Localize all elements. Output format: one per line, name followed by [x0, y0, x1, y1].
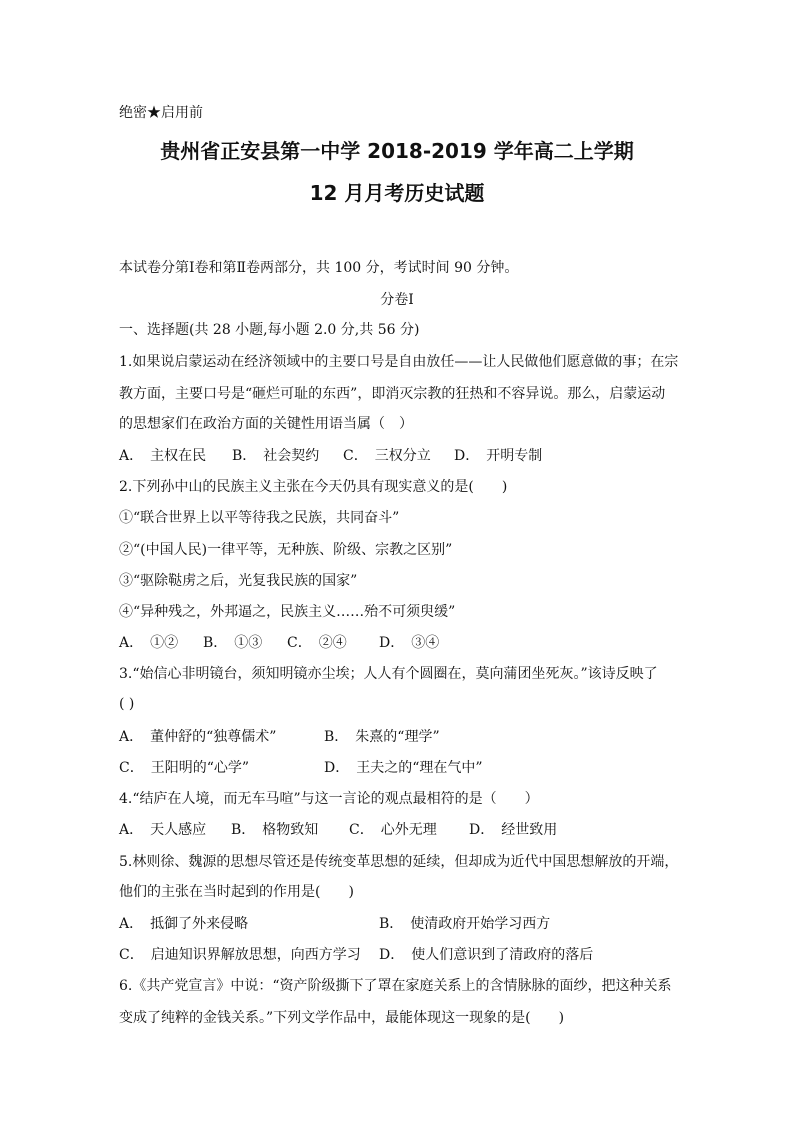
question-5-option-c: C． 启迪知识界解放思想，向西方学习: [119, 947, 361, 963]
question-3-line-1: 3.“始信心非明镜台，须知明镜亦尘埃；人人有个圆圈在，莫向蒲团坐死灰。”该诗反映了: [119, 666, 658, 682]
question-1-option-a: A． 主权在民: [119, 448, 207, 464]
question-2-option-d: D． ③④: [379, 635, 440, 651]
question-2-option-c: C． ②④: [287, 635, 347, 651]
question-1-line-3: 的思想家们在政治方面的关键性用语当属（ ）: [119, 416, 413, 432]
exam-title-line2: 12 月月考历史试题: [309, 181, 485, 205]
question-4-option-b: B． 格物致知: [231, 822, 319, 838]
question-3-option-b: B． 朱熹的“理学”: [324, 729, 440, 745]
question-1-line-2: 教方面，主要口号是“砸烂可耻的东西”，即消灭宗教的狂热和不容异说。那么，启蒙运动: [119, 386, 666, 402]
question-1-option-b: B． 社会契约: [232, 448, 320, 464]
exam-title-line1: 贵州省正安县第一中学 2018-2019 学年高二上学期: [160, 139, 634, 163]
question-2-stem: 2.下列孙中山的民族主义主张在今天仍具有现实意义的是( ): [119, 479, 508, 495]
question-3-line-2: ( ): [119, 696, 135, 712]
question-2-item-4: ④“异种残之，外邦逼之，民族主义……殆不可须臾缓”: [119, 604, 456, 620]
question-2-item-2: ②“(中国人民)一律平等，无种族、阶级、宗教之区别”: [119, 542, 453, 558]
question-1-option-d: D． 开明专制: [454, 448, 543, 464]
question-2-option-a: A． ①②: [119, 635, 179, 651]
question-4-stem: 4.“结庐在人境，而无车马喧”与这一言论的观点最相符的是（ ）: [119, 791, 539, 807]
question-1-option-c: C． 三权分立: [343, 448, 431, 464]
question-6-line-2: 变成了纯粹的金钱关系。”下列文学作品中，最能体现这一现象的是( ): [119, 1010, 565, 1026]
question-5-option-d: D． 使人们意识到了清政府的落后: [379, 947, 594, 963]
question-1-line-1: 1.如果说启蒙运动在经济领域中的主要口号是自由放任——让人民做他们愿意做的事；在宗: [119, 354, 679, 370]
part-heading: 一、选择题(共 28 小题,每小题 2.0 分,共 56 分): [119, 322, 420, 338]
question-2-option-b: B． ①③: [203, 635, 263, 651]
question-5-line-1: 5.林则徐、魏源的思想尽管还是传统变革思想的延续，但却成为近代中国思想解放的开端，: [119, 854, 679, 870]
question-4-option-d: D． 经世致用: [469, 822, 558, 838]
question-4-option-c: C． 心外无理: [349, 822, 437, 838]
question-2-item-1: ①“联合世界上以平等待我之民族，共同奋斗”: [119, 510, 400, 526]
question-6-line-1: 6.《共产党宣言》中说：“资产阶级撕下了罩在家庭关系上的含情脉脉的面纱，把这种关系: [119, 978, 672, 994]
question-5-option-b: B． 使清政府开始学习西方: [379, 916, 551, 932]
confidential-label: 绝密★启用前: [119, 105, 203, 121]
question-5-line-2: 他们的主张在当时起到的作用是( ): [119, 884, 354, 900]
question-5-option-a: A． 抵御了外来侵略: [119, 916, 249, 932]
question-2-item-3: ③“驱除鞑虏之后，光复我民族的国家”: [119, 573, 358, 589]
question-3-option-d: D． 王夫之的“理在气中”: [324, 760, 483, 776]
section-heading: 分卷Ⅰ: [380, 292, 414, 308]
question-3-option-c: C． 王阳明的“心学”: [119, 760, 250, 776]
question-4-option-a: A． 天人感应: [119, 822, 207, 838]
question-3-option-a: A． 董仲舒的“独尊儒术”: [119, 729, 277, 745]
exam-intro: 本试卷分第Ⅰ卷和第Ⅱ卷两部分，共 100 分，考试时间 90 分钟。: [119, 260, 519, 276]
